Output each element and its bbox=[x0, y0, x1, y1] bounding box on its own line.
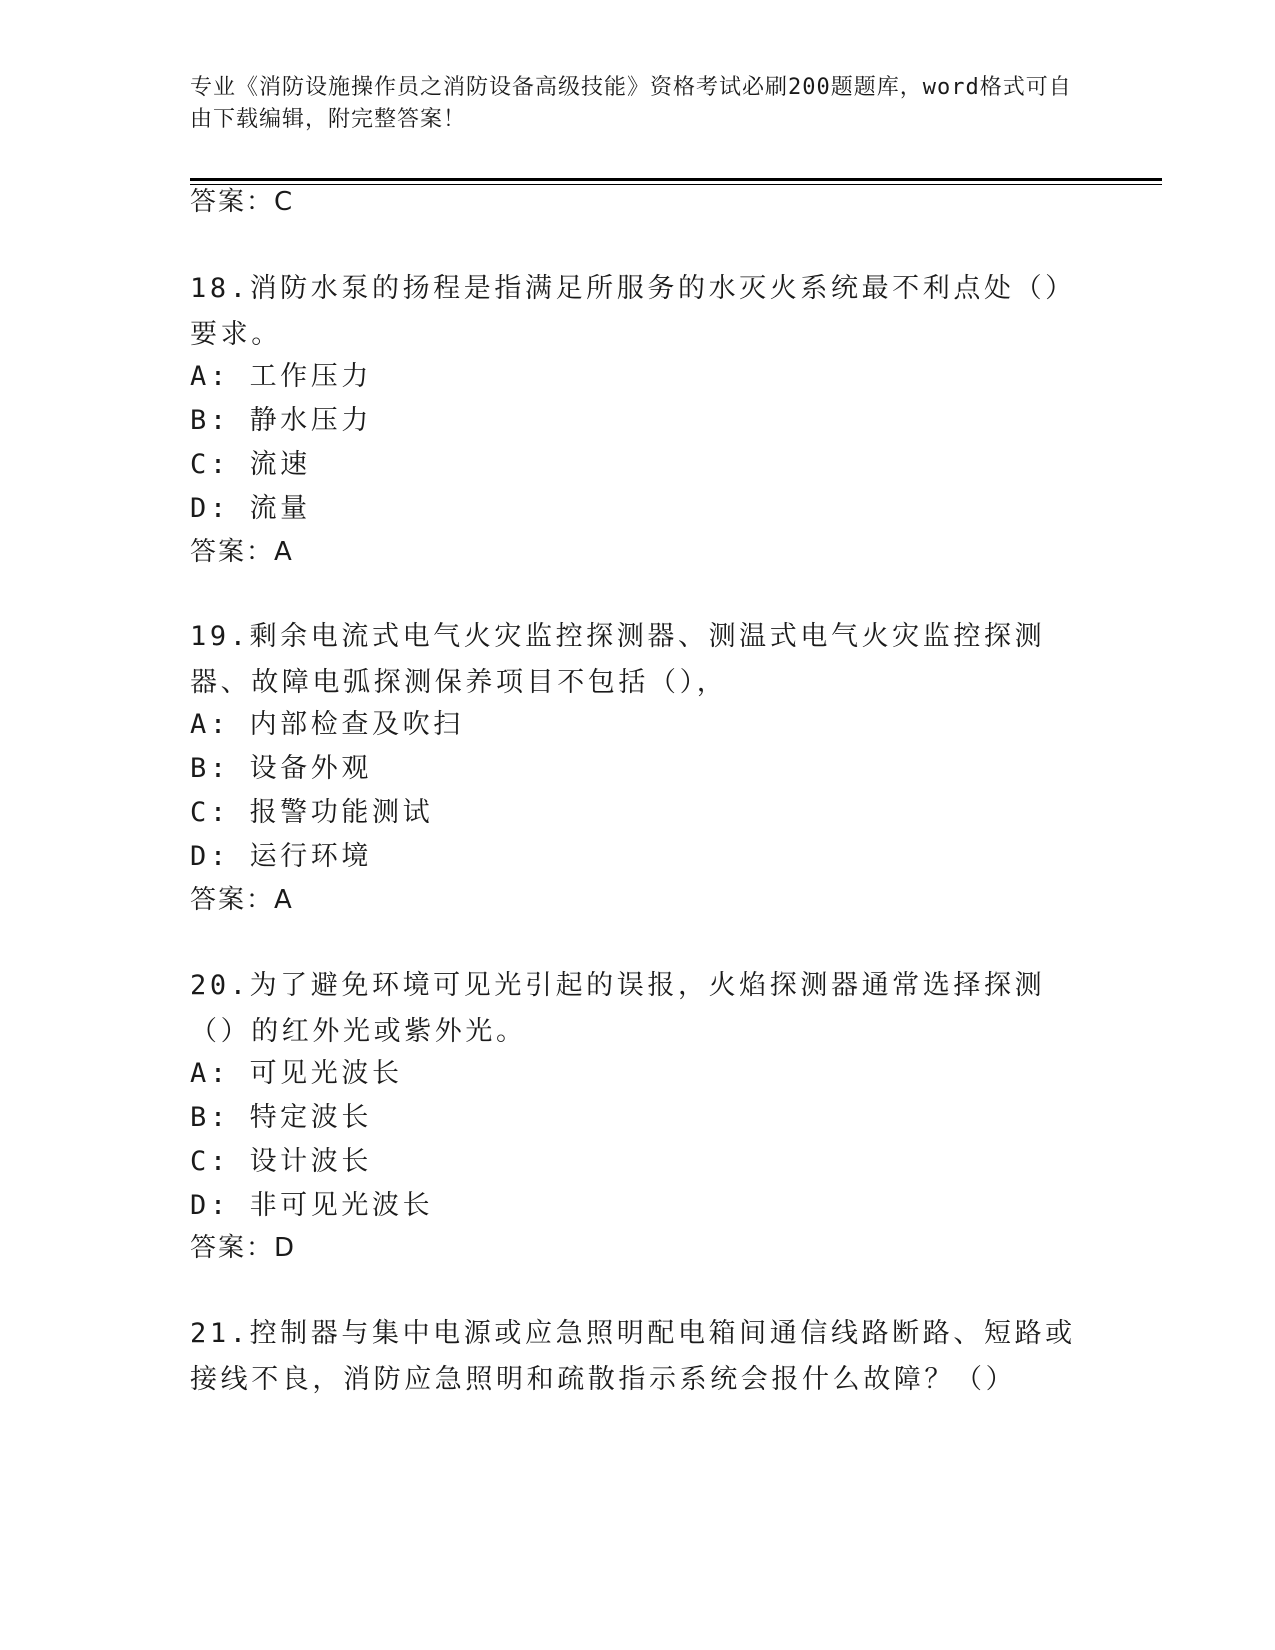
question-18-text: 18.消防水泵的扬程是指满足所服务的水灭火系统最不利点处（）要求。 bbox=[190, 273, 1076, 350]
question-20-text: 20.为了避免环境可见光引起的误报，火焰探测器通常选择探测（）的红外光或紫外光。 bbox=[190, 970, 1046, 1047]
question-18-answer: 答案：A bbox=[190, 537, 294, 567]
question-18-option-d: D: 流量 bbox=[190, 493, 311, 524]
question-19-option-b: B: 设备外观 bbox=[190, 753, 372, 784]
question-19-option-a: A: 内部检查及吹扫 bbox=[190, 709, 464, 740]
question-18-option-c: C: 流速 bbox=[190, 449, 311, 480]
question-19-option-d: D: 运行环境 bbox=[190, 841, 372, 872]
question-20-option-b: B: 特定波长 bbox=[190, 1102, 372, 1133]
question-19-option-c: C: 报警功能测试 bbox=[190, 797, 434, 828]
header-divider-thin bbox=[190, 184, 1162, 185]
question-20-answer: 答案：D bbox=[190, 1233, 297, 1263]
previous-answer: 答案：C bbox=[190, 187, 295, 217]
question-18-option-b: B: 静水压力 bbox=[190, 405, 372, 436]
document-header: 专业《消防设施操作员之消防设备高级技能》资格考试必刷200题题库，word格式可自由下载编辑，附完整答案！ bbox=[190, 75, 1072, 132]
header-divider bbox=[190, 178, 1162, 181]
question-19-text: 19.剩余电流式电气火灾监控探测器、测温式电气火灾监控探测器、故障电弧探测保养项目不包括（）， bbox=[190, 621, 1046, 698]
question-21-text: 21.控制器与集中电源或应急照明配电箱间通信线路断路、短路或接线不良，消防应急照明和疏散指示系统会报什么故障？（） bbox=[190, 1318, 1076, 1395]
question-20-option-a: A: 可见光波长 bbox=[190, 1058, 403, 1089]
question-18-option-a: A: 工作压力 bbox=[190, 361, 372, 392]
question-20-option-d: D: 非可见光波长 bbox=[190, 1190, 434, 1221]
question-20-option-c: C: 设计波长 bbox=[190, 1146, 372, 1177]
question-19-answer: 答案：A bbox=[190, 885, 294, 915]
